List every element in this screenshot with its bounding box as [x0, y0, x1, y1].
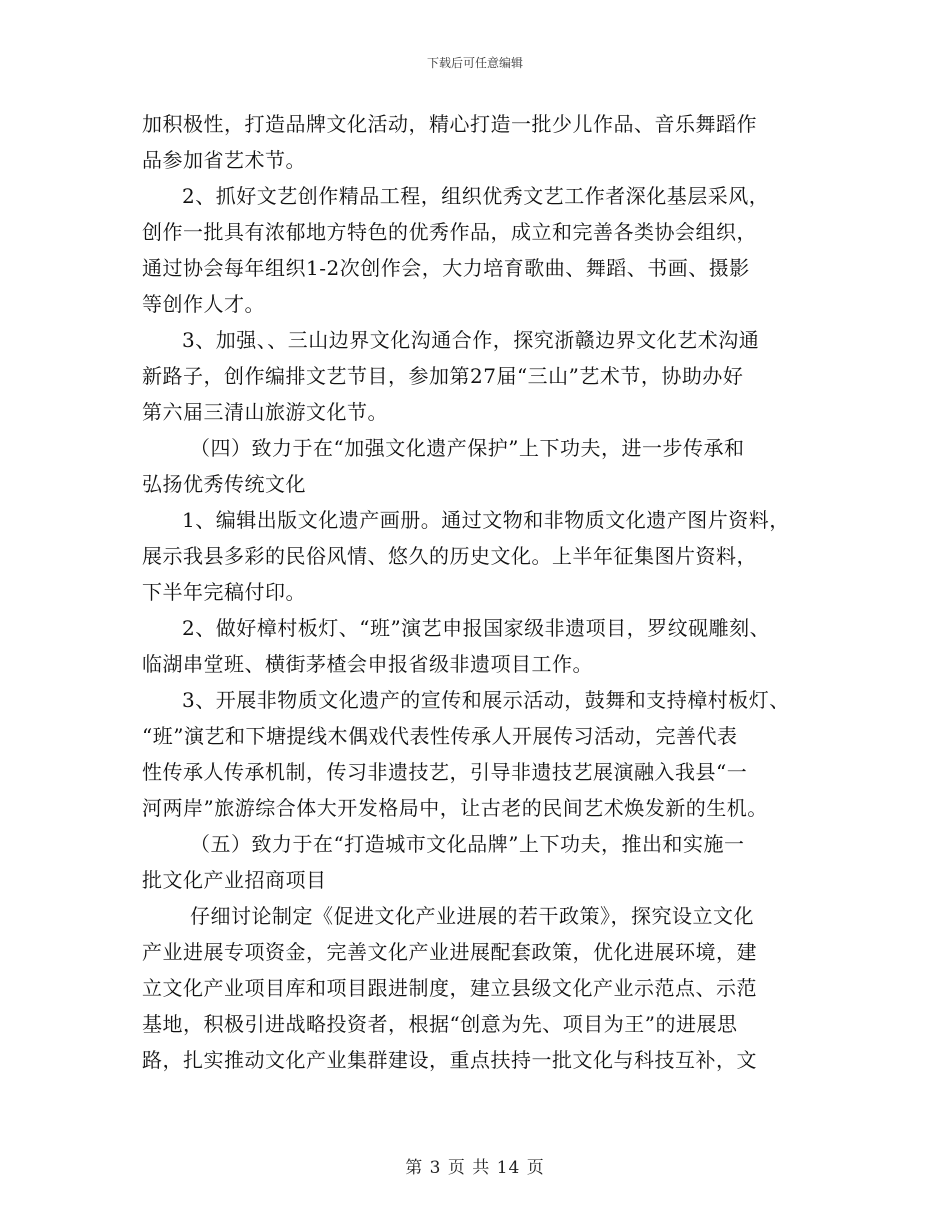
section-heading: 弘扬优秀传统文化 — [142, 472, 306, 496]
text-line: 创作一批具有浓郁地方特色的优秀作品，成立和完善各类协会组织， — [142, 220, 757, 244]
text-line: 3、开展非物质文化遗产的宣传和展示活动，鼓舞和支持樟村板灯、 — [182, 688, 790, 712]
text-line: 临湖串堂班、横街茅楂会申报省级非遗项目工作。 — [142, 652, 593, 676]
section-heading: 批文化产业招商项目 — [142, 868, 327, 892]
page-header: 下载后可任意编辑 — [426, 56, 523, 70]
text-line: “班”演艺和下塘提线木偶戏代表性传承人开展传习活动，完善代表 — [142, 724, 738, 748]
text-line: 河两岸”旅游综合体大开发格局中，让古老的民间艺术焕发新的生机。 — [142, 796, 768, 820]
text-line: 性传承人传承机制，传习非遗技艺，引导非遗技艺展演融入我县“一 — [142, 760, 748, 784]
text-line: 2、做好樟村板灯、“班”演艺申报国家级非遗项目，罗纹砚雕刻、 — [182, 616, 771, 640]
text-line: 2、抓好文艺创作精品工程，组织优秀文艺工作者深化基层采风， — [182, 184, 770, 208]
text-line: 加积极性，打造品牌文化活动，精心打造一批少儿作品、音乐舞蹈作 — [142, 112, 757, 136]
text-line: 第六届三清山旅游文化节。 — [142, 400, 388, 424]
section-heading: （五）致力于在“打造城市文化品牌”上下功夫，推出和实施一 — [190, 832, 745, 856]
text-line: 基地，积极引进战略投资者，根据“创意为先、项目为王”的进展思 — [142, 1012, 738, 1036]
text-line: 通过协会每年组织1-2次创作会，大力培育歌曲、舞蹈、书画、摄影 — [142, 256, 750, 280]
text-line: 仔细讨论制定《促进文化产业进展的若干政策》，探究设立文化 — [190, 904, 754, 928]
text-line: 3、加强、、三山边界文化沟通合作，探究浙赣边界文化艺术沟通 — [182, 328, 760, 352]
document-body — [142, 106, 832, 1078]
text-line: 立文化产业项目库和项目跟进制度，建立县级文化产业示范点、示范 — [142, 976, 757, 1000]
section-heading: （四）致力于在“加强文化遗产保护”上下功夫，进一步传承和 — [190, 436, 745, 460]
text-line: 等创作人才。 — [142, 292, 265, 316]
text-line: 路，扎实推动文化产业集群建设，重点扶持一批文化与科技互补，文 — [142, 1048, 757, 1072]
page-number-footer: 第 3 页 共 14 页 — [405, 1158, 545, 1178]
text-line: 品参加省艺术节。 — [142, 148, 306, 172]
text-line: 产业进展专项资金，完善文化产业进展配套政策，优化进展环境，建 — [142, 940, 757, 964]
text-line: 新路子，创作编排文艺节目，参加第27届“三山”艺术节，协助办好 — [142, 364, 744, 388]
text-line: 下半年完稿付印。 — [142, 580, 306, 604]
text-line: 1、编辑出版文化遗产画册。通过文物和非物质文化遗产图片资料， — [182, 508, 790, 532]
text-line: 展示我县多彩的民俗风情、悠久的历史文化。上半年征集图片资料， — [142, 544, 757, 568]
